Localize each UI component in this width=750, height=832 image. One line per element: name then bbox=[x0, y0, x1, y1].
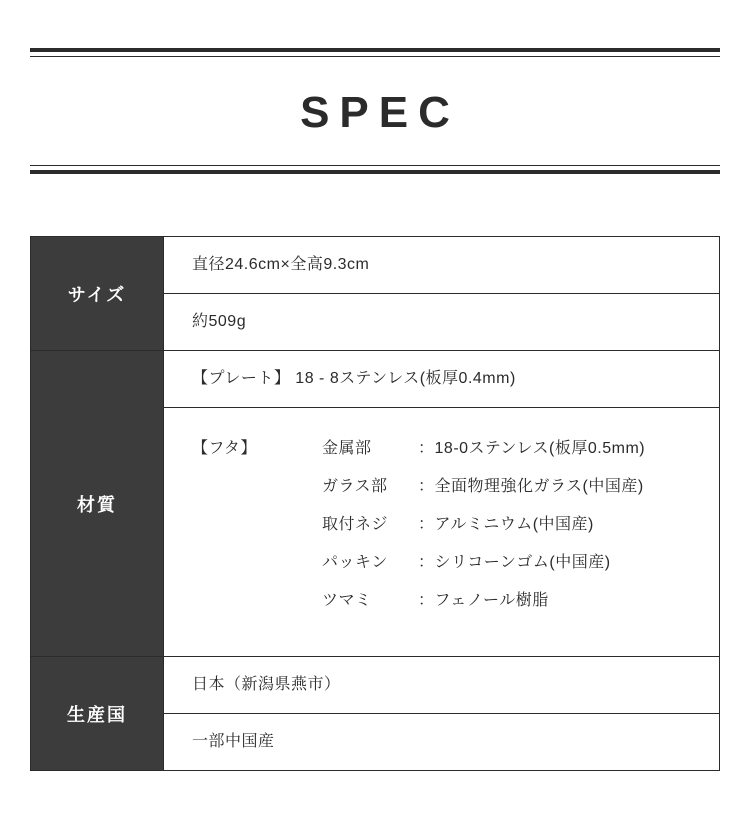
lid-item-separator: ： bbox=[418, 592, 435, 609]
list-item bbox=[192, 475, 719, 513]
spec-table bbox=[30, 236, 720, 771]
divider-thick-line bbox=[30, 170, 720, 174]
cell-size-dimensions: 直径24.6cm×全高9.3cm bbox=[164, 237, 720, 294]
table-row bbox=[31, 351, 720, 408]
lid-item-value: アルミニウム(中国産) bbox=[434, 516, 594, 533]
divider-bottom bbox=[30, 165, 720, 174]
table-row bbox=[31, 657, 720, 714]
list-item bbox=[192, 437, 719, 475]
page-header bbox=[0, 0, 750, 174]
cell-country-primary: 日本（新潟県燕市） bbox=[164, 657, 720, 714]
lid-item-separator: ： bbox=[418, 440, 435, 457]
lid-item-key: ツマミ bbox=[322, 592, 372, 609]
lid-item-key: 金属部 bbox=[322, 440, 372, 457]
list-item bbox=[192, 551, 719, 589]
table-row bbox=[31, 237, 720, 294]
lid-item-separator: ： bbox=[418, 516, 435, 533]
lid-item-value: 全面物理強化ガラス(中国産) bbox=[434, 478, 644, 495]
lid-detail-list bbox=[192, 437, 719, 627]
lid-item-separator: ： bbox=[418, 478, 435, 495]
row-header-material: 材質 bbox=[31, 351, 164, 657]
list-item bbox=[192, 513, 719, 551]
lid-item-key: 取付ネジ bbox=[322, 516, 389, 533]
spec-table-wrapper bbox=[30, 236, 720, 771]
cell-country-secondary: 一部中国産 bbox=[164, 714, 720, 771]
lid-label: 【フタ】 bbox=[192, 440, 257, 457]
divider-top bbox=[30, 48, 720, 57]
lid-item-value: 18-0ステンレス(板厚0.5mm) bbox=[434, 440, 646, 457]
list-item bbox=[192, 589, 719, 627]
cell-material-lid bbox=[164, 408, 720, 657]
lid-item-key: パッキン bbox=[322, 554, 388, 571]
lid-item-value: シリコーンゴム(中国産) bbox=[434, 554, 611, 571]
page-title: SPEC bbox=[300, 88, 460, 137]
cell-material-plate: 【プレート】 18 - 8ステンレス(板厚0.4mm) bbox=[164, 351, 720, 408]
row-header-size: サイズ bbox=[31, 237, 164, 351]
cell-size-weight: 約509g bbox=[164, 294, 720, 351]
lid-item-separator: ： bbox=[418, 554, 435, 571]
row-header-country: 生産国 bbox=[31, 657, 164, 771]
lid-item-key: ガラス部 bbox=[322, 478, 388, 495]
lid-item-value: フェノール樹脂 bbox=[434, 592, 549, 609]
